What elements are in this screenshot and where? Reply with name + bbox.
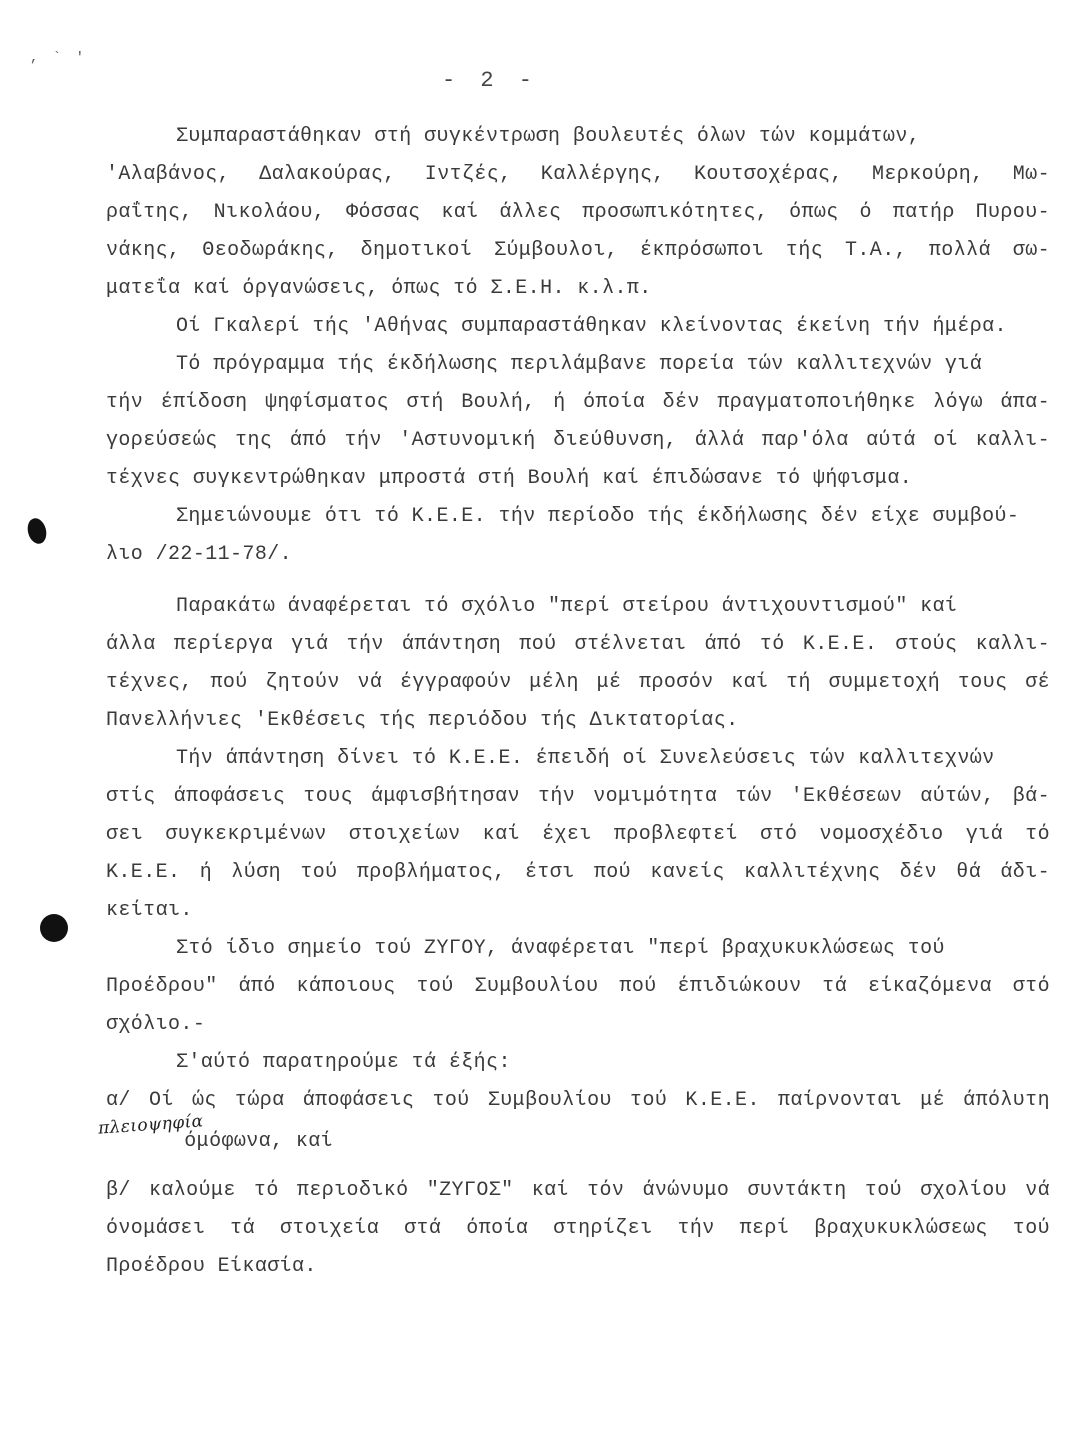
text-line: α/ Οί ώς τώρα άποφάσεις τού Συμβουλίου τού Κ.Ε.Ε. παίρνονται μέ άπόλυτη [106, 1089, 1050, 1112]
text-line: σχόλιο.- [106, 1013, 206, 1036]
text-line: Στό ίδιο σημείο τού ΖΥΓΟΥ, άναφέρεται "περί βραχυκυκλώσεως τού [176, 937, 945, 960]
text-line: άλλα περίεργα γιά τήν άπάντηση πού στέλνεται άπό τό Κ.Ε.Ε. στούς καλλι- [106, 633, 1050, 656]
text-line: τέχνες συγκεντρώθηκαν μπροστά στή Βουλή καί έπιδώσανε τό ψήφισμα. [106, 467, 913, 490]
margin-ink-dot [25, 516, 49, 546]
text-line: κείται. [106, 899, 193, 922]
margin-ink-dot [40, 914, 68, 942]
text-line: Σ'αύτό παρατηρούμε τά έξής: [176, 1051, 511, 1074]
amended-line [97, 1111, 1050, 1158]
text-line: νάκης, Θεοδωράκης, δημοτικοί Σύμβουλοι, έκπρόσωποι τής Τ.Α., πολλά σω- [106, 239, 1050, 262]
text-line: όνομάσει τά στοιχεία στά όποία στηρίζει τήν περί βραχυκυκλώσεως τού [106, 1217, 1050, 1240]
text-line: Κ.Ε.Ε. ή λύση τού προβλήματος, έτσι πού κανείς καλλιτέχνης δέν θά άδι- [106, 861, 1050, 884]
text-line: 'Αλαβάνος, Δαλακούρας, Ιντζές, Καλλέργης, Κουτσοχέρας, Μερκούρη, Μω- [106, 163, 1050, 186]
text-line: Σημειώνουμε ότι τό Κ.Ε.Ε. τήν περίοδο τής έκδήλωσης δέν είχε συμβού- [176, 505, 1020, 528]
text-line: ματεΐα καί όργανώσεις, όπως τό Σ.Ε.Η. κ.λ.π. [106, 277, 652, 300]
text-line: λιο /22-11-78/. [106, 543, 293, 566]
body-text [97, 118, 1050, 1286]
text-line: στίς άποφάσεις τους άμφισβήτησαν τήν νομιμότητα τών 'Εκθέσεων αύτών, βά- [106, 785, 1050, 808]
handwritten-insertion: πλειοψηφία [97, 1111, 205, 1139]
text-line: τήν έπίδοση ψηφίσματος στή Βουλή, ή όποία δέν πραγματοποιήθηκε λόγω άπα- [106, 391, 1050, 414]
page-number: - 2 - [441, 68, 538, 93]
text-line: γορεύσεώς της άπό τήν 'Αστυνομική διεύθυνση, άλλά παρ'όλα αύτά οί καλλι- [106, 429, 1050, 452]
text-line: Τήν άπάντηση δίνει τό Κ.Ε.Ε. έπειδή οί Συνελεύσεις τών καλλιτεχνών [176, 747, 995, 770]
text-line: Οί Γκαλερί τής 'Αθήνας συμπαραστάθηκαν κλείνοντας έκείνη τήν ήμέρα. [176, 315, 1007, 338]
text-line: Τό πρόγραμμα τής έκδήλωσης περιλάμβανε πορεία τών καλλιτεχνών γιά [176, 353, 983, 376]
text-line: ραΐτης, Νικολάου, Φόσσας καί άλλες προσωπικότητες, όπως ό πατήρ Πυρου- [106, 201, 1050, 224]
text-line: β/ καλούμε τό περιοδικό "ΖΥΓΟΣ" καί τόν άνώνυμο συντάκτη τού σχολίου νά [106, 1179, 1050, 1202]
corner-mark: , ` ' [30, 50, 88, 66]
text-line: τέχνες, πού ζητούν νά έγγραφούν μέλη μέ προσόν καί τή συμμετοχή τους σέ [106, 671, 1050, 694]
text-line: Συμπαραστάθηκαν στή συγκέντρωση βουλευτές όλων τών κομμάτων, [176, 125, 921, 148]
text-line: σει συγκεκριμένων στοιχείων καί έχει προβλεφτεί στό νομοσχέδιο γιά τό [106, 823, 1050, 846]
text-line: Προέδρου" άπό κάποιους τού Συμβουλίου πού έπιδιώκουν τά είκαζόμενα στό [106, 975, 1050, 998]
text-line: Προέδρου Είκασία. [106, 1255, 317, 1278]
text-line: Πανελλήνιες 'Εκθέσεις τής περιόδου τής Δικτατορίας. [106, 709, 739, 732]
text-line: Παρακάτω άναφέρεται τό σχόλιο "περί στείρου άντιχουντισμού" καί [176, 595, 958, 618]
text-line: όμόφωνα, καί [184, 1130, 334, 1153]
